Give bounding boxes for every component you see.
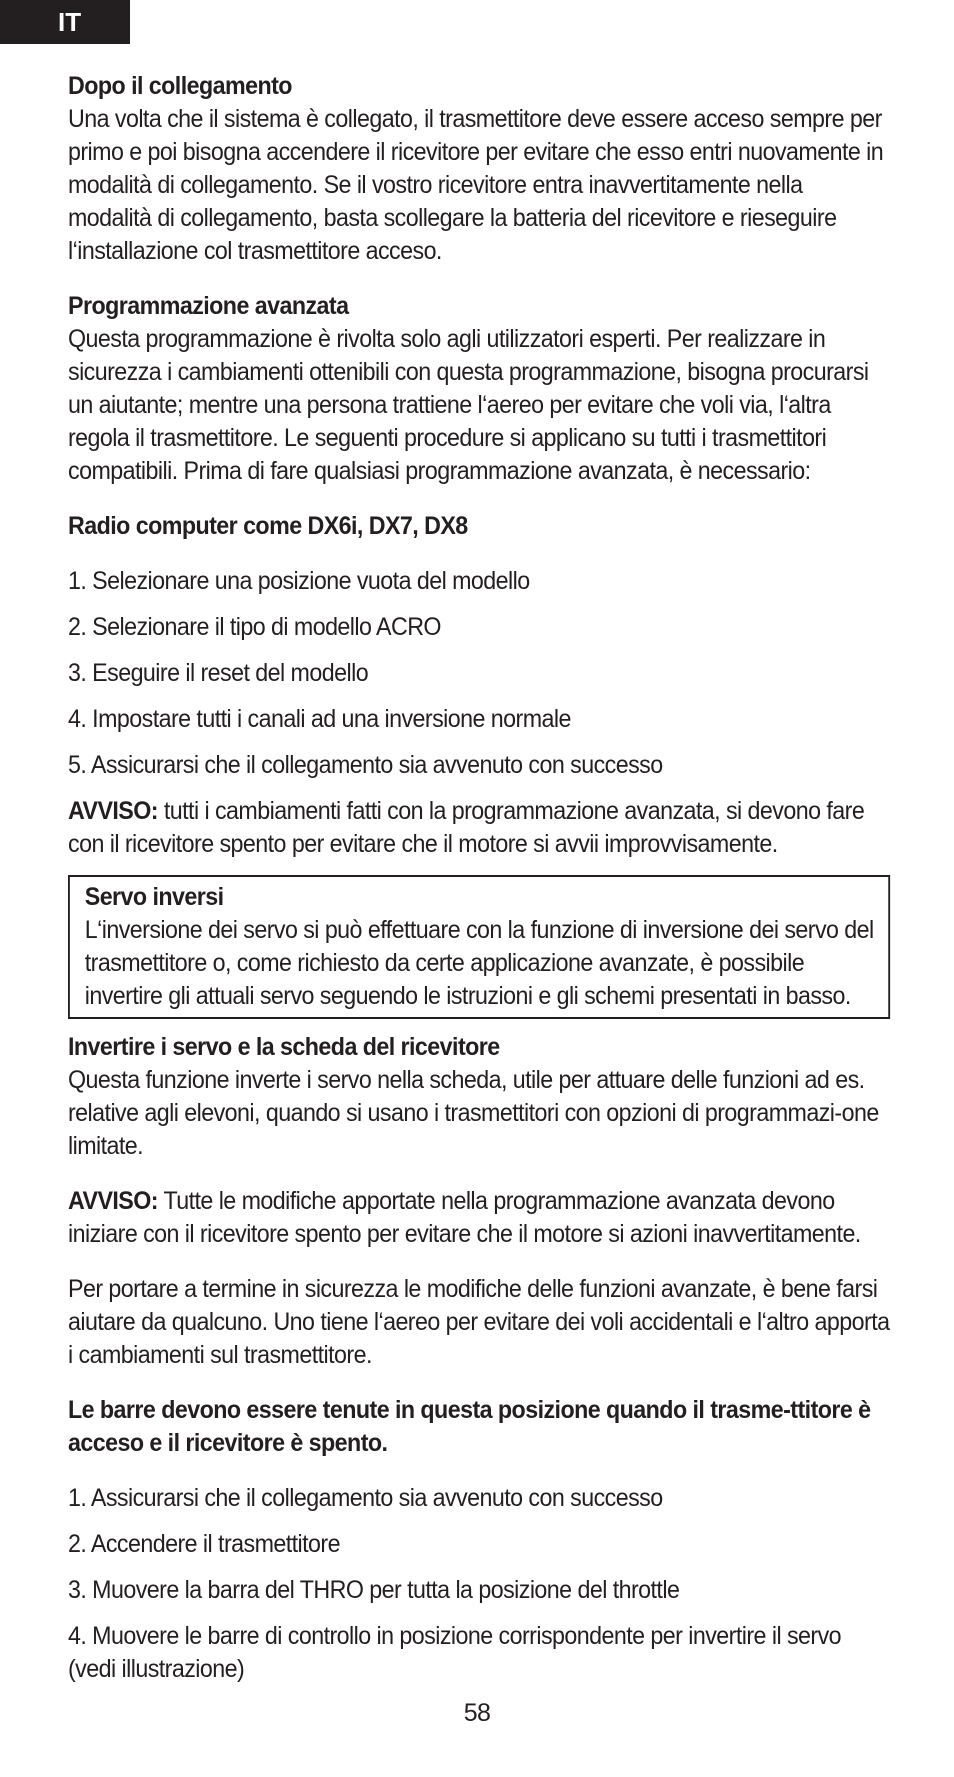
- servo-reverse-text: L‘inversione dei servo si può effettuare con la funzione di inversione dei servo del trasmettitore o, come richiesto da certe applicazione avanzate, è possibile invertire gli attuali servo seguendo le istruzioni e gli schemi presentati in basso.: [84, 916, 874, 1010]
- servo-reverse-box: [68, 875, 890, 1019]
- language-tab: IT: [0, 0, 130, 44]
- section-after-binding: [68, 70, 890, 268]
- sticks-steps-list: [68, 1482, 890, 1686]
- advanced-programming-text: Questa programmazione è rivolta solo agli utilizzatori esperti. Per realizzare in sicurezza i cambiamenti ottenibili con questa programmazione, bisogna procurarsi un aiutante; mentre una persona trattiene l‘aereo per evitare che voli via, l‘altra regola il trasmettitore. Le seguenti procedure si applicano su tutti i trasmettitori compatibili. Prima di fare qualsiasi programmazione avanzata, è necessario:: [68, 325, 869, 485]
- list-item: 5. Assicurarsi che il collegamento sia avvenuto con successo: [68, 751, 663, 779]
- list-item: 1. Assicurarsi che il collegamento sia avvenuto con successo: [68, 1484, 663, 1512]
- list-item: 2. Selezionare il tipo di modello ACRO: [68, 613, 441, 641]
- after-binding-text: Una volta che il sistema è collegato, il trasmettitore deve essere acceso sempre per primo e poi bisogna accendere il ricevitore per evitare che esso entri nuovamente in modalità di collegamento. Se il vostro ricevitore entra inavvertitamente nella modalità di collegamento, basta scollegare la batteria del ricevitore e rieseguire l‘installazione col trasmettitore acceso.: [68, 105, 884, 265]
- section-advanced-programming: [68, 290, 890, 488]
- servo-reverse-heading: Servo inversi: [84, 883, 224, 911]
- radio-computer-heading: Radio computer come DX6i, DX7, DX8: [68, 512, 468, 540]
- list-item: 2. Accendere il trasmettitore: [68, 1530, 340, 1558]
- notice-text: Tutte le modifiche apportate nella programmazione avanzata devono iniziare con il ricevitore spento per evitare che il motore si azioni inavvertitamente.: [68, 1187, 861, 1248]
- list-item: 1. Selezionare una posizione vuota del modello: [68, 567, 530, 595]
- notice-label: AVVISO:: [68, 1187, 158, 1215]
- list-item: 3. Eseguire il reset del modello: [68, 659, 369, 687]
- notice-paragraph-1: [68, 795, 890, 861]
- list-item: 4. Impostare tutti i canali ad una inversione normale: [68, 705, 571, 733]
- page-content: [68, 70, 890, 1699]
- radio-steps-list: [68, 565, 890, 782]
- notice-text: tutti i cambiamenti fatti con la programmazione avanzata, si devono fare con il ricevitore spento per evitare che il motore si avvii improvvisamente.: [68, 797, 865, 858]
- list-item: 4. Muovere le barre di controllo in posizione corrispondente per invertire il servo (vedi illustrazione): [68, 1622, 842, 1683]
- helper-paragraph: Per portare a termine in sicurezza le modifiche delle funzioni avanzate, è bene farsi aiutare da qualcuno. Uno tiene l‘aereo per evitare dei voli accidentali e l‘altro apporta i cambiamenti sul trasmettitore.: [68, 1275, 890, 1369]
- after-binding-heading: Dopo il collegamento: [68, 72, 292, 100]
- advanced-programming-heading: Programmazione avanzata: [68, 292, 349, 320]
- section-invert-servos: [68, 1031, 890, 1163]
- notice-label: AVVISO:: [68, 797, 158, 825]
- list-item: 3. Muovere la barra del THRO per tutta la posizione del throttle: [68, 1576, 680, 1604]
- notice-paragraph-2: [68, 1185, 890, 1251]
- invert-servos-text: Questa funzione inverte i servo nella scheda, utile per attuare delle funzioni ad es. relative agli elevoni, quando si usano i trasmettitori con opzioni di programmazi-one limitate.: [68, 1066, 879, 1160]
- page-number: 58: [463, 1699, 491, 1727]
- sticks-position-heading: Le barre devono essere tenute in questa posizione quando il trasme-ttitore è acceso e il ricevitore è spento.: [68, 1396, 871, 1457]
- invert-servos-heading: Invertire i servo e la scheda del ricevitore: [68, 1033, 500, 1061]
